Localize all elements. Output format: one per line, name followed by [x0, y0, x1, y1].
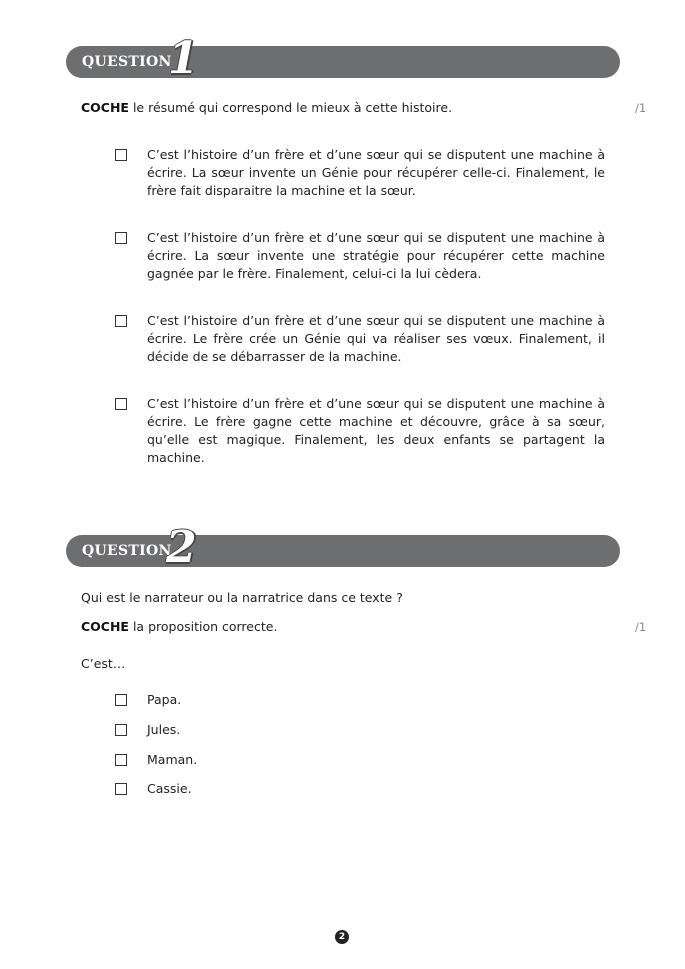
question-1-instruction-text: le résumé qui correspond le mieux à cette histoire.: [128, 100, 453, 115]
question-1-option-4[interactable]: [115, 395, 605, 467]
checkbox[interactable]: [115, 694, 127, 706]
question-1-instruction-keyword: COCHE: [81, 100, 129, 115]
question-2-lead: C’est…: [81, 656, 126, 671]
checkbox[interactable]: [115, 783, 127, 795]
checkbox[interactable]: [115, 724, 127, 736]
question-1-number: 1: [168, 33, 199, 84]
checkbox[interactable]: [115, 754, 127, 766]
question-2-instruction-text: la proposition correcte.: [128, 619, 278, 634]
question-1-instruction: [81, 100, 452, 115]
question-2-option-1[interactable]: [115, 691, 181, 709]
question-1-option-1[interactable]: [115, 146, 605, 200]
question-2-instruction: [81, 619, 277, 634]
question-1-score: /1: [635, 101, 647, 115]
option-text: C’est l’histoire d’un frère et d’une sœur qui se disputent une machine à écrire. Le frère crée un Génie qui va réaliser ses vœux. Finalement, il décide de se débarrasser de la machine.: [147, 313, 605, 364]
option-text: C’est l’histoire d’un frère et d’une sœur qui se disputent une machine à écrire. La sœur invente un Génie pour récupérer celle-ci. Finalement, le frère fait disparaitre la machine et la sœur.: [147, 147, 605, 198]
question-2-score: /1: [635, 620, 647, 634]
question-2-option-3[interactable]: [115, 751, 197, 769]
checkbox[interactable]: [115, 398, 127, 410]
option-text: Papa.: [147, 692, 182, 707]
question-2-instruction-keyword: COCHE: [81, 619, 129, 634]
option-text: Jules.: [147, 722, 181, 737]
question-2-number: 2: [166, 522, 197, 573]
question-2-option-2[interactable]: [115, 721, 180, 739]
question-2-prompt: Qui est le narrateur ou la narratrice dans ce texte ?: [81, 590, 403, 605]
checkbox[interactable]: [115, 232, 127, 244]
question-1-label: QUESTION: [82, 54, 172, 70]
option-text: Cassie.: [147, 781, 192, 796]
option-text: C’est l’histoire d’un frère et d’une sœur qui se disputent une machine à écrire. Le frère gagne cette machine et découvre, grâce à sa sœur, qu’elle est magique. Finalement, les deux enfants se partagent la machine.: [147, 396, 605, 465]
question-1-option-3[interactable]: [115, 312, 605, 366]
question-2-header: [66, 522, 620, 573]
checkbox[interactable]: [115, 149, 127, 161]
option-text: C’est l’histoire d’un frère et d’une sœur qui se disputent une machine à écrire. La sœur invente une stratégie pour récupérer cette machine gagnée par le frère. Finalement, celui-ci la lui cèdera.: [147, 230, 605, 281]
option-text: Maman.: [147, 752, 198, 767]
question-1-header: [66, 33, 620, 84]
question-1-option-2[interactable]: [115, 229, 605, 283]
question-2-label: QUESTION: [82, 543, 172, 559]
checkbox[interactable]: [115, 315, 127, 327]
question-2-option-4[interactable]: [115, 780, 192, 798]
page-number: 2: [335, 930, 349, 944]
